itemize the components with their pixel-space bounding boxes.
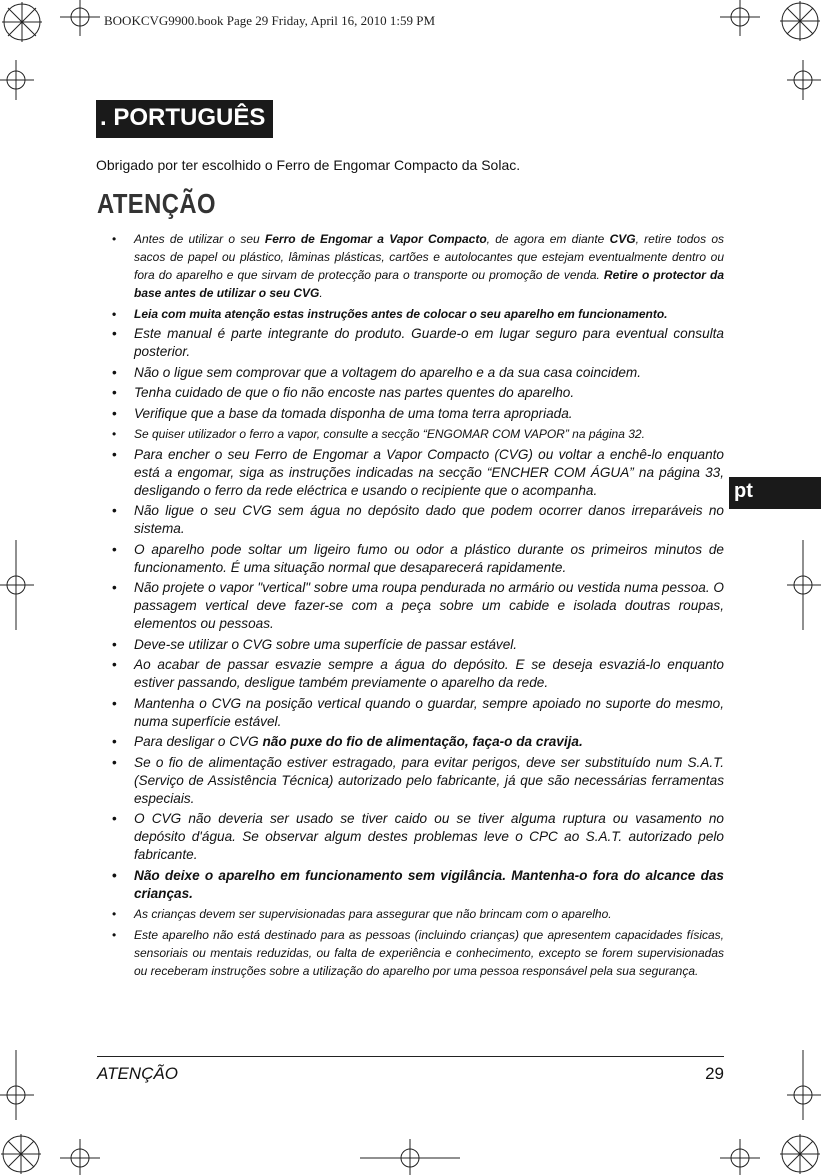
registration-mark-top-right xyxy=(776,0,821,45)
print-file-info: BOOKCVG9900.book Page 29 Friday, April 16, 2010 1:59 PM xyxy=(104,13,436,28)
footer-divider xyxy=(97,1056,724,1057)
list-item xyxy=(110,384,724,402)
list-item xyxy=(110,502,724,538)
crosshair-mark-top xyxy=(55,0,105,40)
list-item-text: Deve-se utilizar o CVG sobre uma superfície de passar estável. xyxy=(134,636,518,652)
page-heading: ATENÇÃO xyxy=(97,188,216,219)
crosshair-mark-top-right xyxy=(715,0,765,40)
list-item-text: Este aparelho não está destinado para as pessoas (incluindo crianças) que apresentem capacidades físicas, sensoriais ou mentais reduzidas, ou falta de experiência e conhecimento, excepto se forem supervisionadas ou receberam instruções sobre a utilização do aparelho por uma pessoa responsável pela sua segurança. xyxy=(134,927,724,978)
list-item-text: Leia com muita atenção estas instruções antes de colocar o seu aparelho em funcionamento. xyxy=(134,306,668,321)
list-item xyxy=(110,446,724,500)
list-item-text: Este manual é parte integrante do produto. Guarde-o em lugar seguro para eventual consulta posterior. xyxy=(134,326,724,359)
emphasis-text: CVG xyxy=(609,232,636,246)
list-item xyxy=(110,810,724,864)
list-item-text: , de agora em diante xyxy=(486,232,610,246)
list-item xyxy=(110,905,724,923)
intro-text: Obrigado por ter escolhido o Ferro de Engomar Compacto da Solac. xyxy=(96,157,521,173)
registration-mark-bottom-left xyxy=(0,1130,45,1175)
list-item xyxy=(110,754,724,808)
list-item xyxy=(110,926,724,980)
language-side-tab: pt xyxy=(729,477,821,509)
list-item xyxy=(110,405,724,423)
emphasis-text: Retire o protector da base antes de utilizar o seu CVG xyxy=(134,268,724,300)
list-item-text: Para encher o seu Ferro de Engomar a Vapor Compacto (CVG) ou voltar a enchê-lo enquanto está a engomar, siga as instruções indicadas na secção “ENCHER COM ÁGUA” na página 33, desligando o ferro da rede eléctrica e usando o recipiente que o acompanha. xyxy=(134,446,724,498)
list-item xyxy=(110,733,724,751)
list-item xyxy=(110,364,724,382)
list-item-text: Não projete o vapor "vertical" sobre uma roupa pendurada no armário ou vestida numa pessoa. O passagem vertical deve fazer-se com a peça sobre um cabide e isolada doutras roupas, elementos ou pessoas. xyxy=(134,580,724,631)
list-item-text: Verifique que a base da tomada disponha de uma toma terra apropriada. xyxy=(134,405,573,421)
list-item xyxy=(110,425,724,443)
crosshair-mark-right-lower xyxy=(785,1050,821,1140)
list-item-text: Não deixe o aparelho em funcionamento sem vigilância. Mantenha-o fora do alcance das crianças. xyxy=(134,867,724,901)
list-item xyxy=(110,636,724,654)
list-item-text: Se quiser utilizador o ferro a vapor, consulte a secção “ENGOMAR COM VAPOR” na página 32. xyxy=(134,427,645,441)
list-item-text: Não o ligue sem comprovar que a voltagem do aparelho e a da sua casa coincidem. xyxy=(134,364,642,380)
list-item-text: Não ligue o seu CVG sem água no depósito dado que podem ocorrer danos irreparáveis no sistema. xyxy=(134,503,724,536)
crosshair-mark-left-upper xyxy=(0,58,36,102)
list-item xyxy=(110,305,724,323)
safety-instructions-list xyxy=(110,230,724,982)
language-section-tab: . PORTUGUÊS xyxy=(96,100,273,138)
list-item-text: Para desligar o CVG xyxy=(134,734,263,749)
footer-section-name: ATENÇÃO xyxy=(97,1064,178,1083)
crosshair-mark-bottom-right xyxy=(715,1135,765,1175)
crosshair-mark-left-lower xyxy=(0,1050,36,1140)
list-item-text: O aparelho pode soltar um ligeiro fumo ou odor a plástico durante os primeiros minutos de funcionamento. É uma situação normal que desaparecerá rapidamente. xyxy=(134,541,724,575)
emphasis-text: não puxe do fio de alimentação, faça-o da cravija. xyxy=(262,734,583,749)
list-item xyxy=(110,695,724,731)
list-item-text: Tenha cuidado de que o fio não encoste nas partes quentes do aparelho. xyxy=(134,385,575,400)
list-item xyxy=(110,579,724,633)
registration-mark-bottom-right xyxy=(776,1130,821,1175)
crosshair-mark-bottom-center xyxy=(360,1135,460,1175)
list-item xyxy=(110,541,724,577)
list-item-text: Antes de utilizar o seu xyxy=(134,232,265,246)
footer-page-number: 29 xyxy=(705,1064,724,1083)
crosshair-mark-right-upper xyxy=(785,58,821,102)
list-item-text: Se o fio de alimentação estiver estragado, para evitar perigos, deve ser substituído num S.A.T. (Serviço de Assistência Técnica) autorizado pelo fabricante, já que são necessárias ferramentas especiais. xyxy=(134,754,724,806)
emphasis-text: Ferro de Engomar a Vapor Compacto xyxy=(264,232,487,246)
list-item xyxy=(110,867,724,903)
list-item-text: Ao acabar de passar esvazie sempre a água do depósito. E se deseja esvaziá-lo enquanto estiver passando, desligue também previamente o aparelho da rede. xyxy=(134,657,724,690)
crosshair-mark-right-middle xyxy=(785,540,821,630)
crosshair-mark-left-middle xyxy=(0,540,36,630)
list-item xyxy=(110,325,724,361)
list-item xyxy=(110,230,724,302)
list-item-text: As crianças devem ser supervisionadas para assegurar que não brincam com o aparelho. xyxy=(134,907,612,921)
list-item-text: , retire todos os sacos de papel ou plástico, lâminas plásticas, cartões e autolocantes que estejam eventualmente dentro ou fora do aparelho e que sirvam de protecção para o transporte ou promoção de venda. xyxy=(134,232,724,282)
list-item-text: Mantenha o CVG na posição vertical quando o guardar, sempre apoiado no suporte do mesmo, numa superfície estável. xyxy=(134,695,724,729)
crosshair-mark-bottom-left xyxy=(55,1135,105,1175)
list-item-text: O CVG não deveria ser usado se tiver caido ou se tiver alguma ruptura ou vasamento no depósito d'água. Se observar algum destes problemas leve o CPC ao S.A.T. autorizado pelo fabricante. xyxy=(134,811,724,862)
registration-mark-top-left xyxy=(0,0,50,50)
list-item-text: . xyxy=(319,286,323,300)
list-item xyxy=(110,656,724,692)
